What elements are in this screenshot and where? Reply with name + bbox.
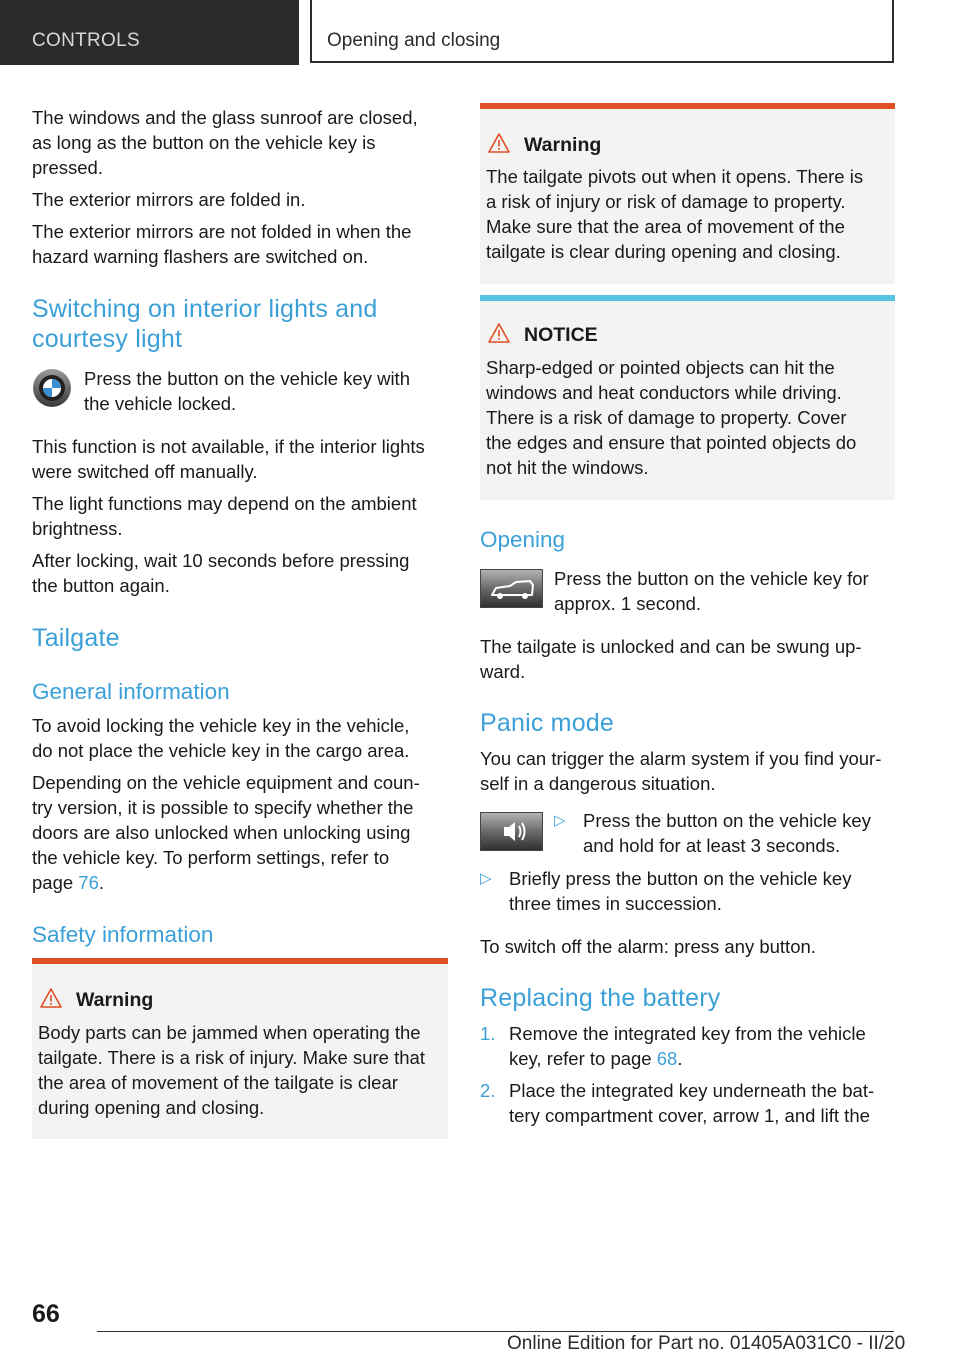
interior-lights-heading: Switching on interior lights and courtesy light [32, 295, 378, 353]
header-title-box [310, 0, 894, 63]
warning-text: Body parts can be jammed when operating the tailgate. There is a risk of injury. Make sure that the area of movement of the tailgate is clear during opening and closing. [38, 1022, 425, 1118]
opening-body-line: ward. [480, 661, 526, 682]
warning-text: The tailgate pivots out when it opens. There is a risk of injury or risk of damage to property. Make sure that the area of movement of the tailgate is clear during opening and closing. [486, 166, 864, 262]
warning-triangle-icon [488, 133, 510, 153]
panic-off-text: To switch off the alarm: press any button. [480, 936, 816, 957]
interior-icon-text: Press the button on the vehicle key with the vehicle locked. [84, 368, 410, 414]
warning-box [480, 103, 895, 284]
interior-body-line: This function is not available, if the interior lights [32, 436, 425, 457]
page-number: 66 [32, 1300, 60, 1328]
footer-edition: Online Edition for Part no. 01405A031C0 - II/20 [507, 1333, 906, 1354]
general-body-line: doors are also unlocked when unlocking using [32, 822, 411, 843]
intro-line: The exterior mirrors are folded in. [32, 189, 306, 210]
warning-triangle-icon [488, 323, 510, 343]
intro-line: pressed. [32, 157, 103, 178]
intro-line: The exterior mirrors are not folded in when the [32, 221, 412, 242]
opening-icon-text: Press the button on the vehicle key for approx. 1 second. [554, 568, 869, 614]
general-body-line: try version, it is possible to specify whether the [32, 797, 414, 818]
notice-box [480, 295, 895, 500]
notice-bar [480, 295, 895, 301]
replacing-battery-heading: Replacing the battery [480, 984, 721, 1012]
panic-body-line: self in a dangerous situation. [480, 773, 716, 794]
step-number: 2. [480, 1080, 496, 1101]
interior-body-line: brightness. [32, 518, 123, 539]
general-information-heading: General information [32, 679, 230, 704]
intro-line: hazard warning flashers are switched on. [32, 246, 369, 267]
general-ref-line: page 76. [32, 872, 105, 893]
intro-line: The windows and the glass sunroof are closed, [32, 107, 418, 128]
notice-title: NOTICE [488, 323, 598, 347]
panic-body-line: You can trigger the alarm system if you find your‐ [480, 748, 882, 769]
header-title: Opening and closing [327, 30, 501, 51]
interior-body-line: the button again. [32, 575, 170, 596]
general-body-line: the vehicle key. To perform settings, refer to [32, 847, 390, 868]
warning-title: Warning [488, 133, 601, 157]
general-body-line: do not place the vehicle key in the cargo area. [32, 740, 410, 761]
warning-title: Warning [40, 988, 153, 1012]
bmw-roundel-icon [32, 366, 72, 410]
intro-line: as long as the button on the vehicle key is [32, 132, 376, 153]
page-ref-link[interactable]: 76 [78, 872, 99, 893]
warning-bar [32, 958, 448, 964]
panic-mode-heading: Panic mode [480, 709, 615, 737]
notice-text: Sharp-edged or pointed objects can hit the windows and heat conductors while driving. There is a risk of damage to property. Cover the edges and ensure that pointed objects do not hit the windows. [486, 357, 857, 478]
general-body-line: Depending on the vehicle equipment and coun‐ [32, 772, 420, 793]
warning-triangle-icon [40, 988, 62, 1008]
interior-body-line: were switched off manually. [32, 461, 258, 482]
page-ref-link[interactable]: 68 [656, 1048, 678, 1069]
car-tailgate-icon [480, 569, 543, 608]
interior-body-line: After locking, wait 10 seconds before pressing [32, 550, 410, 571]
tailgate-heading: Tailgate [32, 624, 120, 652]
warning-box [32, 958, 448, 1139]
triangle-bullet-icon: ▷ [554, 812, 566, 829]
opening-heading: Opening [480, 527, 566, 552]
opening-body-line: The tailgate is unlocked and can be swung up‐ [480, 636, 862, 657]
interior-body-line: The light functions may depend on the ambient [32, 493, 417, 514]
header-section-tab [0, 0, 299, 65]
safety-information-heading: Safety information [32, 922, 214, 947]
speaker-alarm-icon [480, 812, 543, 851]
triangle-bullet-icon: ▷ [480, 870, 492, 887]
general-body-line: To avoid locking the vehicle key in the vehicle, [32, 715, 410, 736]
step-number: 1. [480, 1023, 496, 1044]
warning-bar [480, 103, 895, 109]
footer-divider [97, 1331, 894, 1332]
header-section-label: CONTROLS [32, 30, 140, 51]
